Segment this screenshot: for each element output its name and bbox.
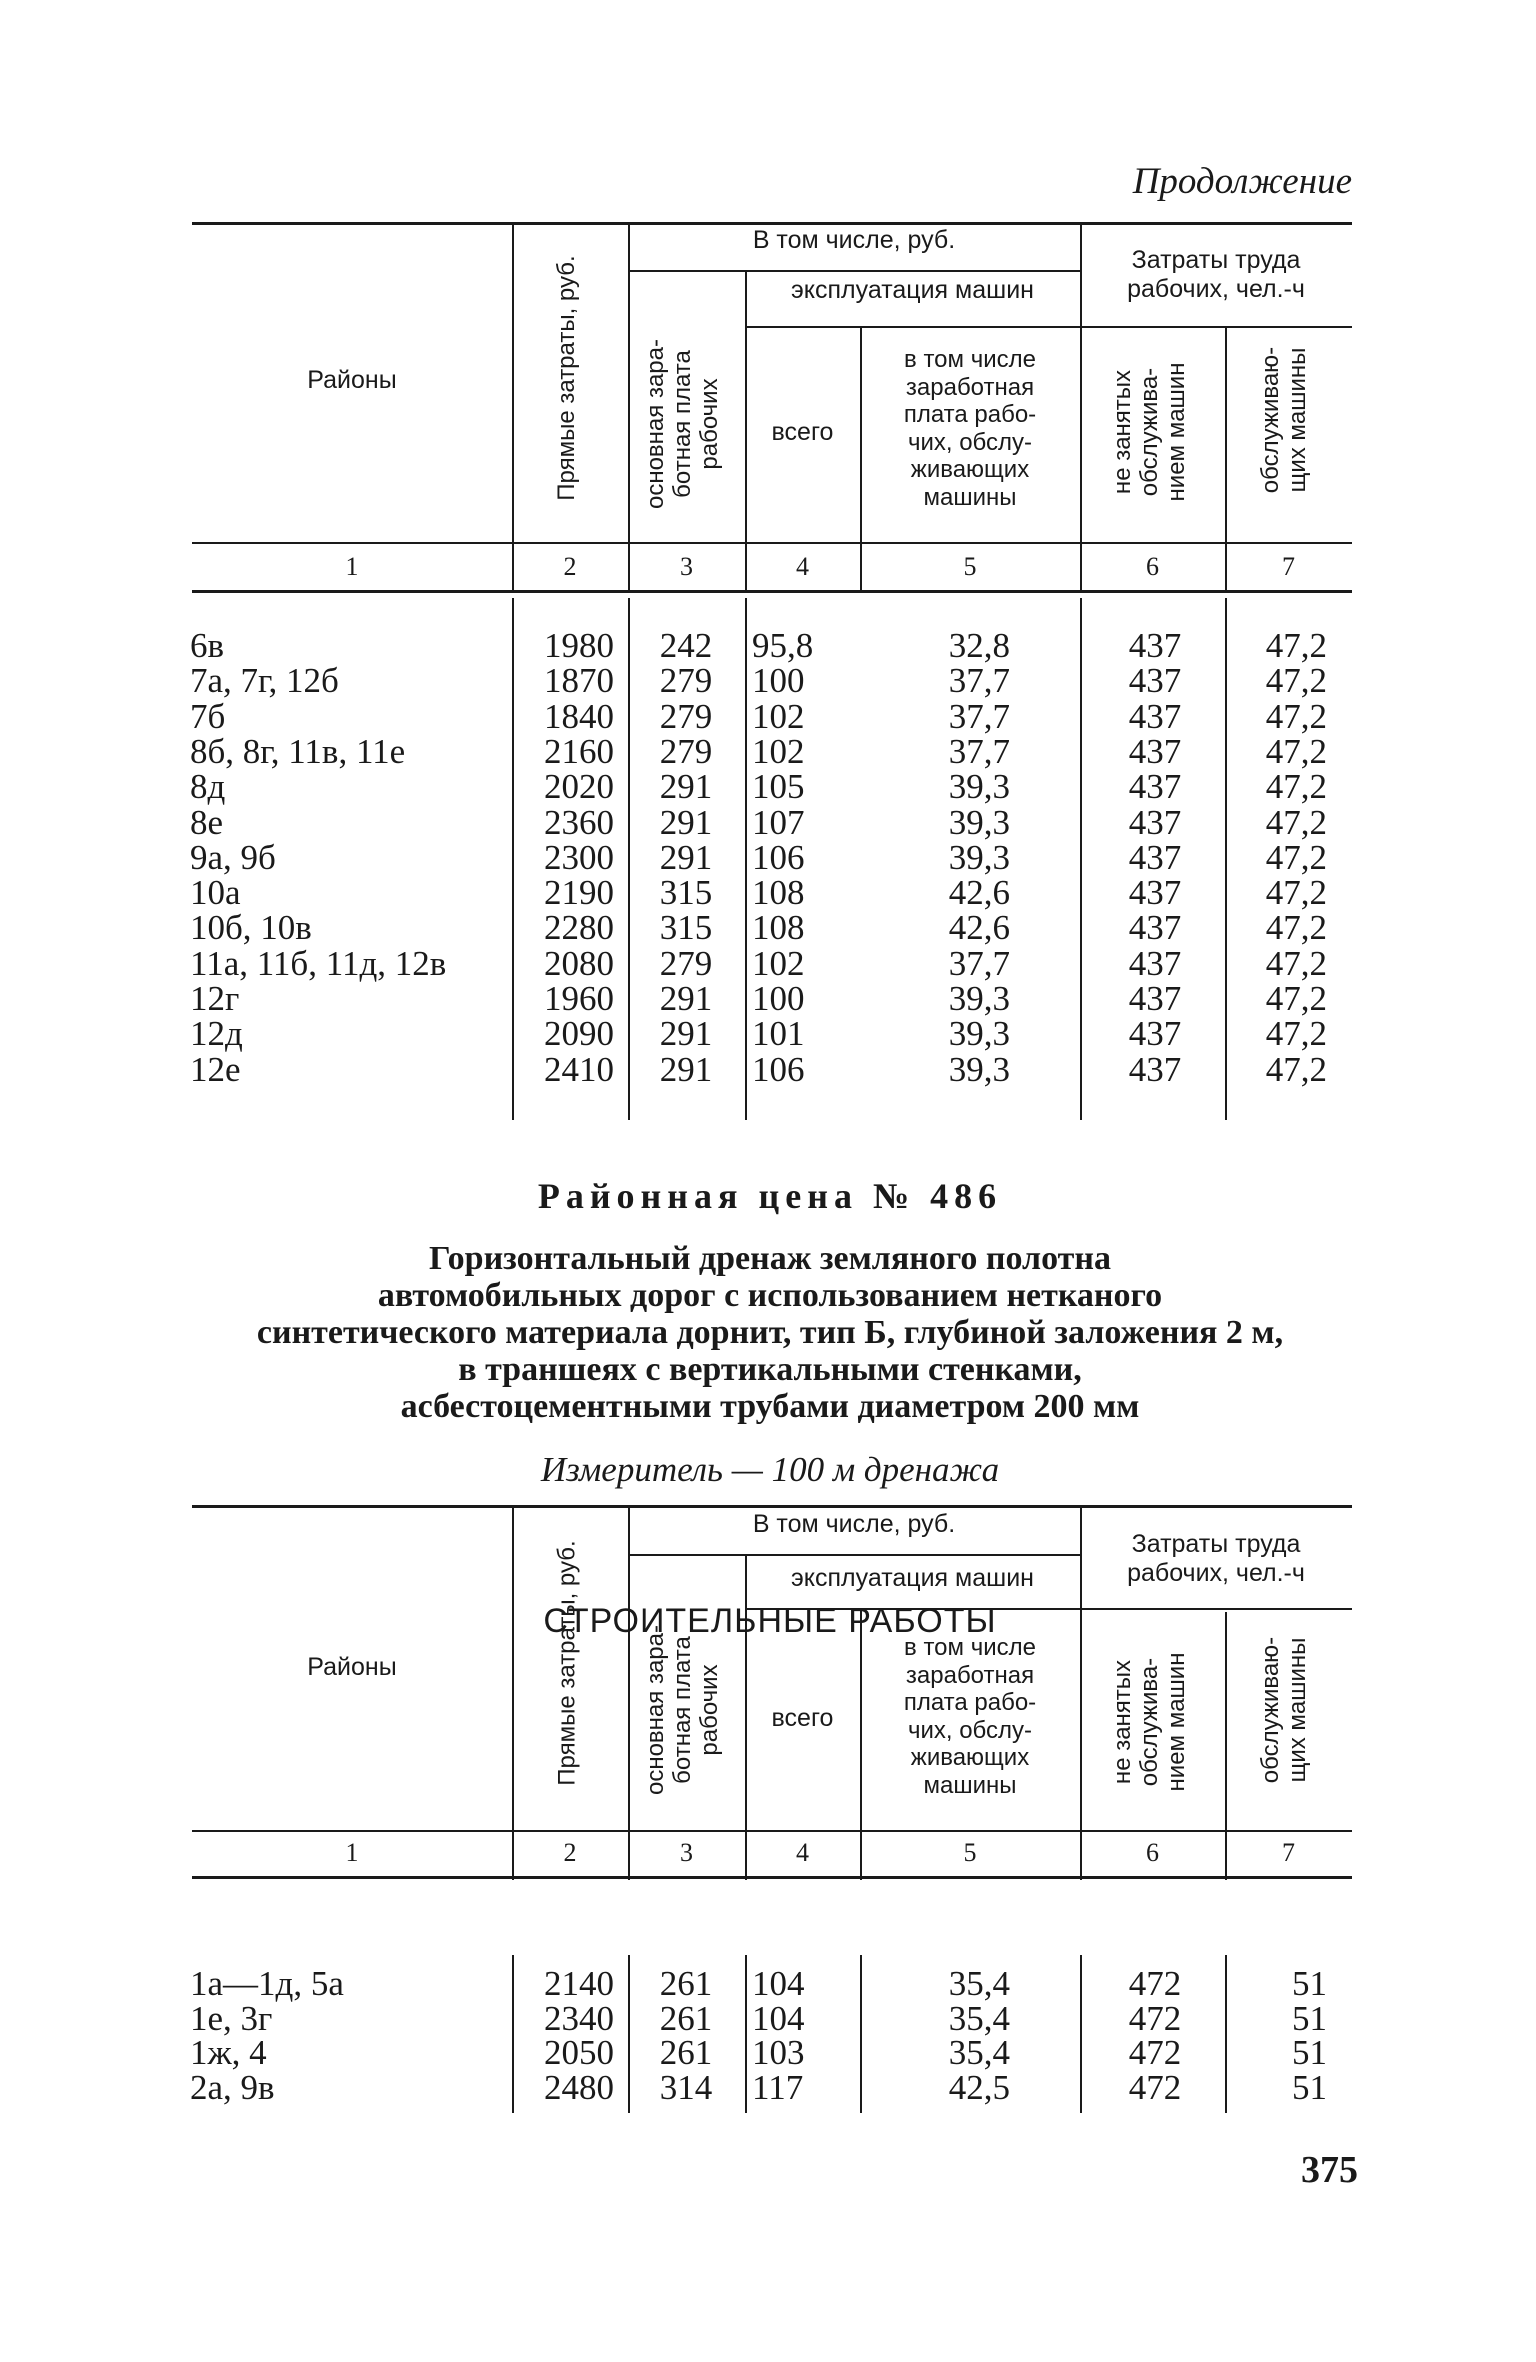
machine-wage-cell: 39,3: [948, 1014, 1010, 1054]
direct-costs-cell: 2340: [544, 1998, 614, 2038]
direct-costs-cell: 2140: [544, 1964, 614, 2003]
work-description-heading: Горизонтальный дренаж земляного полотна автомобильных дорог с использованием нетканого синтетического материала дорнит, тип Б, глубиной заложения 2 м, в траншеях с вертикальными стенками, асбестоцементными трубами диаметром 200 мм: [256, 1240, 1284, 1425]
direct-costs-cell: 2480: [544, 2067, 614, 2107]
machine-serving-header: обслуживаю- щих машины: [1257, 1636, 1311, 1784]
region-cell: 7а, 7г, 12б: [190, 661, 339, 701]
labor-not-machine-cell: 437: [1128, 802, 1182, 842]
direct-costs-cell: 2190: [544, 873, 614, 913]
labor-machine-cell: 51: [1292, 2033, 1327, 2072]
region-cell: 6в: [190, 626, 225, 665]
labor-machine-cell: 47,2: [1265, 1014, 1327, 1054]
base-wage-cell: 315: [659, 873, 713, 913]
direct-costs-cell: 1960: [544, 979, 614, 1018]
base-wage-header: основная зара- ботная плата рабочих: [642, 339, 723, 510]
column-divider: [1225, 328, 1227, 542]
group-rule: [745, 326, 1080, 328]
direct-costs-cell: 1870: [544, 661, 614, 701]
column-divider: [628, 1830, 630, 1880]
machine-total-cell: 102: [752, 731, 805, 771]
machine-total-cell: 106: [752, 1049, 805, 1089]
machine-total-cell: 108: [752, 908, 805, 948]
labor-machine-cell: 47,2: [1265, 802, 1327, 842]
machine-total-cell: 105: [752, 767, 805, 807]
column-divider: [628, 542, 630, 592]
machine-wage-cell: 37,7: [948, 696, 1010, 736]
region-cell: 12г: [190, 979, 240, 1018]
labor-not-machine-cell: 437: [1128, 767, 1182, 807]
direct-costs-header: Прямые затраты, руб.: [553, 1540, 581, 1786]
column-number: 2: [563, 552, 577, 581]
labor-machine-cell: 47,2: [1265, 661, 1327, 701]
machine-wage-cell: 35,4: [948, 1998, 1010, 2038]
labor-not-machine-cell: 437: [1128, 696, 1182, 736]
direct-costs-cell: 2160: [544, 731, 614, 771]
region-cell: 8е: [190, 802, 224, 842]
direct-costs-cell: 2300: [544, 837, 614, 877]
machine-wage-cell: 42,5: [948, 2067, 1010, 2107]
column-divider: [628, 598, 630, 1120]
column-divider: [745, 1955, 747, 2113]
labor-machine-cell: 47,2: [1265, 696, 1327, 736]
machine-wage-cell: 35,4: [948, 2033, 1010, 2072]
region-cell: 1е, 3г: [190, 1998, 273, 2038]
region-cell: 12е: [190, 1049, 241, 1089]
column-divider: [512, 1505, 514, 1830]
base-wage-cell: 261: [659, 1964, 713, 2003]
regions-header: Районы: [307, 366, 397, 394]
column-divider: [860, 542, 862, 592]
labor-not-machine-cell: 437: [1128, 908, 1182, 948]
region-cell: 7б: [190, 696, 226, 736]
machine-total-header: всего: [771, 418, 834, 446]
base-wage-cell: 261: [659, 2033, 713, 2072]
continuation-label: Продолжение: [1132, 161, 1352, 202]
machine-operation-header: эксплуатация машин: [791, 1564, 1034, 1592]
including-rub-header: В том числе, руб.: [752, 1510, 956, 1538]
base-wage-cell: 291: [659, 1049, 713, 1089]
machine-total-cell: 117: [752, 2067, 804, 2107]
measurement-unit: Измеритель — 100 м дренажа: [540, 1450, 1000, 1489]
column-divider: [1080, 542, 1082, 592]
incl-wage-header: в том числе заработная плата рабо- чих, обслу- живающих машины: [903, 1634, 1037, 1799]
machine-wage-cell: 39,3: [948, 1049, 1010, 1089]
column-divider: [512, 542, 514, 592]
labor-machine-cell: 47,2: [1265, 731, 1327, 771]
labor-machine-cell: 47,2: [1265, 908, 1327, 948]
column-divider: [745, 1556, 747, 1830]
column-divider: [745, 598, 747, 1120]
column-divider: [860, 1830, 862, 1880]
column-number: 1: [345, 552, 359, 581]
column-divider: [1225, 1830, 1227, 1880]
region-cell: 8д: [190, 767, 226, 807]
machine-total-cell: 102: [752, 696, 805, 736]
column-number: 1: [345, 1838, 359, 1867]
column-divider: [860, 1955, 862, 2113]
labor-not-machine-cell: 437: [1128, 1014, 1182, 1054]
base-wage-cell: 291: [659, 1014, 713, 1054]
machine-total-cell: 104: [752, 1964, 805, 2003]
page-number: 375: [1301, 2149, 1358, 2191]
region-cell: 10а: [190, 873, 241, 913]
labor-not-machine-cell: 437: [1128, 979, 1182, 1018]
direct-costs-cell: 2280: [544, 908, 614, 948]
machine-wage-cell: 37,7: [948, 731, 1010, 771]
labor-not-machine-cell: 437: [1128, 1049, 1182, 1089]
section-title: СТРОИТЕЛЬНЫЕ РАБОТЫ: [543, 1602, 997, 1640]
machine-wage-cell: 39,3: [948, 802, 1010, 842]
column-divider: [745, 542, 747, 592]
machine-serving-header: обслуживаю- щих машины: [1257, 346, 1311, 494]
column-number: 5: [963, 1838, 977, 1867]
column-divider: [512, 1955, 514, 2113]
column-divider: [512, 598, 514, 1120]
labor-costs-header: Затраты труда рабочих, чел.-ч: [1127, 1530, 1305, 1587]
region-cell: 1а—1д, 5а: [190, 1964, 344, 2003]
header-rule: [192, 1876, 1352, 1879]
column-divider: [1225, 1955, 1227, 2113]
direct-costs-cell: 2410: [544, 1049, 614, 1089]
region-cell: 8б, 8г, 11в, 11е: [190, 731, 406, 771]
machine-total-cell: 101: [752, 1014, 805, 1054]
header-rule: [192, 590, 1352, 593]
group-rule: [628, 1554, 1080, 1556]
labor-not-machine-cell: 437: [1128, 731, 1182, 771]
machine-total-cell: 95,8: [752, 626, 814, 665]
base-wage-cell: 291: [659, 767, 713, 807]
region-cell: 12д: [190, 1014, 243, 1054]
machine-wage-cell: 39,3: [948, 767, 1010, 807]
labor-not-machine-cell: 472: [1128, 1964, 1182, 2003]
regions-header: Районы: [307, 1653, 397, 1681]
labor-not-machine-cell: 472: [1128, 2067, 1182, 2107]
base-wage-cell: 279: [659, 943, 713, 983]
incl-wage-header: в том числе заработная плата рабо- чих, обслу- живающих машины: [903, 346, 1037, 511]
labor-machine-cell: 47,2: [1265, 943, 1327, 983]
column-number: 7: [1282, 552, 1295, 581]
machine-total-header: всего: [771, 1704, 834, 1732]
column-number: 5: [963, 552, 977, 581]
base-wage-cell: 279: [659, 731, 713, 771]
direct-costs-cell: 1980: [544, 626, 614, 665]
machine-total-cell: 108: [752, 873, 805, 913]
base-wage-cell: 242: [659, 626, 713, 665]
direct-costs-cell: 2360: [544, 802, 614, 842]
labor-machine-cell: 47,2: [1265, 626, 1327, 665]
column-divider: [1080, 1955, 1082, 2113]
direct-costs-cell: 2080: [544, 943, 614, 983]
region-cell: 9а, 9б: [190, 837, 276, 877]
column-divider: [1080, 1830, 1082, 1880]
base-wage-cell: 279: [659, 661, 713, 701]
table-top-rule: [192, 1505, 1352, 1508]
including-rub-header: В том числе, руб.: [752, 226, 956, 254]
machine-wage-cell: 42,6: [948, 873, 1010, 913]
column-divider: [512, 222, 514, 542]
column-divider: [1225, 542, 1227, 592]
labor-machine-cell: 51: [1292, 1964, 1327, 2003]
direct-costs-cell: 2090: [544, 1014, 614, 1054]
machine-total-cell: 100: [752, 661, 805, 701]
column-divider: [512, 1830, 514, 1880]
machine-wage-cell: 39,3: [948, 837, 1010, 877]
machine-total-cell: 107: [752, 802, 805, 842]
labor-machine-cell: 47,2: [1265, 873, 1327, 913]
column-divider: [745, 272, 747, 542]
machine-wage-cell: 39,3: [948, 979, 1010, 1018]
base-wage-header: основная зара- ботная плата рабочих: [642, 1625, 723, 1796]
direct-costs-header: Прямые затраты, руб.: [553, 255, 580, 501]
machine-total-cell: 103: [752, 2033, 805, 2072]
direct-costs-cell: 1840: [544, 696, 614, 736]
direct-costs-cell: 2020: [544, 767, 614, 807]
machine-total-cell: 100: [752, 979, 805, 1018]
base-wage-cell: 291: [659, 802, 713, 842]
base-wage-cell: 261: [659, 1998, 713, 2038]
district-price-title: Районная цена № 486: [537, 1176, 1003, 1216]
column-number: 7: [1282, 1838, 1295, 1867]
column-divider: [1225, 1612, 1227, 1830]
direct-costs-cell: 2050: [544, 2033, 614, 2072]
base-wage-cell: 279: [659, 696, 713, 736]
region-cell: 11а, 11б, 11д, 12в: [190, 943, 447, 983]
machine-total-cell: 104: [752, 1998, 805, 2038]
labor-not-machine-cell: 437: [1128, 626, 1182, 665]
labor-machine-cell: 47,2: [1265, 837, 1327, 877]
column-divider: [1225, 598, 1227, 1120]
labor-machine-cell: 51: [1292, 1998, 1327, 2038]
base-wage-cell: 315: [659, 908, 713, 948]
group-rule: [628, 270, 1080, 272]
machine-total-cell: 102: [752, 943, 805, 983]
column-number: 3: [680, 552, 693, 581]
labor-machine-cell: 47,2: [1265, 979, 1327, 1018]
labor-machine-cell: 47,2: [1265, 1049, 1327, 1089]
machine-wage-cell: 37,7: [948, 661, 1010, 701]
region-cell: 2а, 9в: [190, 2067, 275, 2107]
labor-not-machine-cell: 437: [1128, 837, 1182, 877]
column-number: 6: [1146, 552, 1159, 581]
machine-wage-cell: 37,7: [948, 943, 1010, 983]
column-number: 3: [680, 1838, 693, 1867]
labor-not-machine-cell: 437: [1128, 661, 1182, 701]
labor-machine-cell: 51: [1292, 2067, 1327, 2107]
column-number: 6: [1146, 1838, 1159, 1867]
machine-operation-header: эксплуатация машин: [791, 276, 1034, 304]
machine-total-cell: 106: [752, 837, 805, 877]
column-number: 2: [563, 1838, 577, 1867]
machine-wage-cell: 32,8: [948, 626, 1010, 665]
labor-costs-header: Затраты труда рабочих, чел.-ч: [1127, 246, 1305, 303]
labor-not-machine-cell: 472: [1128, 2033, 1182, 2072]
labor-not-machine-cell: 437: [1128, 873, 1182, 913]
not-machine-header: не занятых обслужива- нием машин: [1109, 1652, 1190, 1792]
machine-wage-cell: 35,4: [948, 1964, 1010, 2003]
base-wage-cell: 291: [659, 837, 713, 877]
region-cell: 10б, 10в: [190, 908, 312, 948]
base-wage-cell: 291: [659, 979, 713, 1018]
base-wage-cell: 314: [659, 2067, 713, 2107]
not-machine-header: не занятых обслужива- нием машин: [1109, 362, 1190, 502]
column-divider: [628, 1955, 630, 2113]
region-cell: 1ж, 4: [190, 2033, 267, 2072]
column-number: 4: [796, 552, 809, 581]
machine-wage-cell: 42,6: [948, 908, 1010, 948]
table-top-rule: [192, 222, 1352, 225]
column-number: 4: [796, 1838, 809, 1867]
labor-not-machine-cell: 472: [1128, 1998, 1182, 2038]
labor-not-machine-cell: 437: [1128, 943, 1182, 983]
column-divider: [1080, 598, 1082, 1120]
labor-machine-cell: 47,2: [1265, 767, 1327, 807]
column-divider: [745, 1830, 747, 1880]
